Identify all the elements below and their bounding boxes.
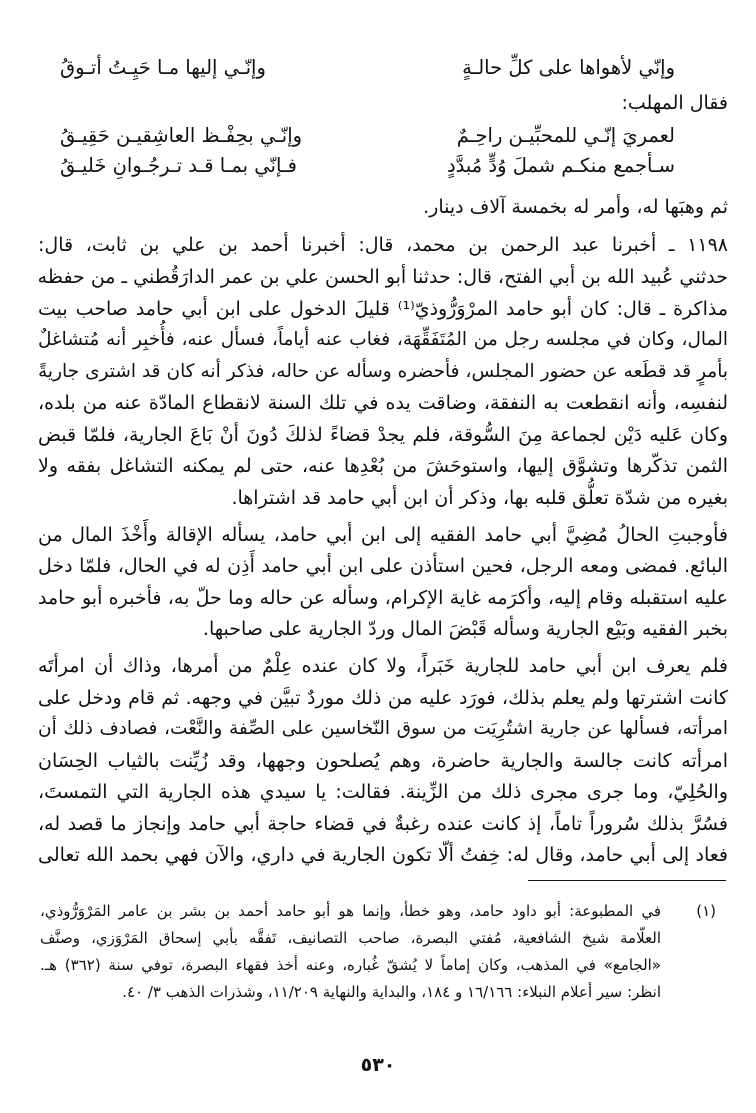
text-line: البائع. فمضى ومعه الرجل، فحين استأذن على ابن أبي حامد أَذِن له في الحال، فلمّا دخل [38,555,728,577]
verse-first-hemistich: سـأجمع منكـم شملَ وُدٍّ مُبدَّدٍ [446,154,675,177]
verse-first-hemistich: لعمريَ إنّـي للمحبِّيـن راحِـمٌ [456,124,675,147]
text-line: كانت اشترتها ولم يعلم بذلك، فورَد عليه من ذلك موردٌ تبيَّن في وجهه. ثم قام ودخل على [38,687,728,709]
verse-second-hemistich: وإنّـي بحِفْـظ العاشِقيـن حَقِيـقُ [60,124,303,147]
text-line: وكان عَليه دَيْن لجماعة مِنَ السُّوقة، فلم يجدْ قضاءً لذلكَ دُونَ أنْ بَاعَ الجارية، فلمّا قبض [38,424,728,446]
text-line: فسُرَّ بذلك سُروراً تاماً، إذ كانت عنده رغبةٌ في قضاء حاجة أبي حامد وإنجاز ما قصد له، [38,813,728,835]
verse-line [60,121,675,151]
text-line: مذاكرة ـ قال: كان أبو حامد المرْوَرُّوذيّ⁽¹⁾ قليلَ الدخول على ابن أبي حامد صاحب بيت [38,298,728,320]
footnote-line: في المطبوعة: أبو داود حامد، وهو خطأ، وإنما هو أبو حامد أحمد بن بشر بن عامر المَرْوَرُّوذي، [40,902,661,920]
verse-second-hemistich: فـإنّي بمـا قـد تـرجُـوانِ خَليـقُ [60,154,297,177]
verse-first-hemistich: وإنّي لأهواها على كلِّ حالـةٍ [462,56,675,79]
text-line: بغيره من شدّة تعلُّق قلبه بها، وذكر أن ابن أبي حامد قد اشتراها. [231,487,728,509]
text-line: امرأته كانت جالسة والجارية حاضرة، وهم يُصلحون وجهها، وقد زُيِّنت بالثياب الحِسَان [38,750,728,772]
text-line: لنفسِه، وأنه انقطعت به النفقة، وضاقت يده في تلك السنة لانقطاع المادّة عنه من بلده، [38,392,728,414]
page-number: ٥٣٠ [360,1054,396,1076]
footnote-line: انظر: سير أعلام النبلاء: ١٦/١٦٦ و ١٨٤، والبداية والنهاية ١١/٢٠٩، وشذرات الذهب ٣/ ٤٠. [122,983,661,1001]
text-line: بخبر الفقيه وبَيْع الجارية وسأله قَبْضَ المال وردّ الجارية على صاحبها. [202,618,728,640]
verse-second-hemistich: وإنّـي إليها مـا حَيِـتُ أتـوقُ [60,56,266,79]
verse-line [60,151,675,181]
footnote-number: (١) [696,902,716,920]
text-line: فعاد إلى أبي حامد، وقال له: خِفتُ ألّا تكون الجارية في داري، والآن فهي بحمد الله تعالى [38,844,728,866]
text-line: عليه استقبله وقام إليه، وأكرَمه غاية الإكرام، وسأله عن حاله وما حلّ به، فأخبره أبو حامد [38,587,728,609]
text-line: المال، وكان في مجلسه رجل من المُتَفَقِّهَة، فغاب عنه أياماً، فسأل عنه، فأُخبِر أنه مُتشاغلٌ [38,329,728,350]
text-line: فلم يعرف ابن أبي حامد للجارية خَبَراً، ولا كان عنده عِلْمٌ من أمرها، وذاك أن امرأتَه [38,655,728,677]
footnote-line: العلّامة شيخ الشافعية، مُفتي البصرة، صاحب التصانيف، تَفقَّه بأبي إسحاق المَرْوَزي، وصنَّف [40,929,661,947]
text-line: بأمرٍ قد قطَعه عن حضور المجلس، فأحضره وسأله عن حاله، فذكر أنه كان قد اشترى جاريةً [38,361,728,382]
footnote-divider [528,880,726,881]
text-line: فأوجبتِ الحالُ مُضِيَّ أبي حامد الفقيه إلى ابن أبي حامد، يسأله الإقالة وأَخْذَ المال من [38,524,728,546]
text-line: الثمن تذكّرها وتشوَّق إليها، واستوحَشَ من بُعْدِها عنه، حتى لم يمكنه التشاغل بفقه ولا [38,455,728,477]
verse-line [60,53,675,83]
text-line: ثم وهبَها له، وأمر له بخمسة آلاف دينار. [423,196,728,218]
text-line: حدثني عُبيد الله بن أبي الفتح، قال: حدثنا أبو الحسن علي بن عمر الدارَقُطني ـ من حفظه [37,266,728,288]
text-line: والحُلِيّ، وما جرى مجرى ذلك من الزِّينة. فقالت: يا سيدي هذه الجارية التي التمستَ، [38,781,728,803]
footnote-line: «الجامع» في المذهب، وكان إماماً لا يُشقّ غُباره، وعنه أخذ فقهاء البصرة، توفي سنة (٣٦٢) هـ. [40,956,661,974]
text-line: امرأته، فسألها عن جارية اشتُرِيَت من سوق النّخاسين على الصِّفة والنَّعْت، فصادف ذلك أن [38,718,728,739]
text-line: فقال المهلب: [621,92,728,114]
text-line: ١١٩٨ ـ أخبرنا عبد الرحمن بن محمد، قال: أخبرنا أحمد بن علي بن ثابت، قال: [38,234,728,256]
